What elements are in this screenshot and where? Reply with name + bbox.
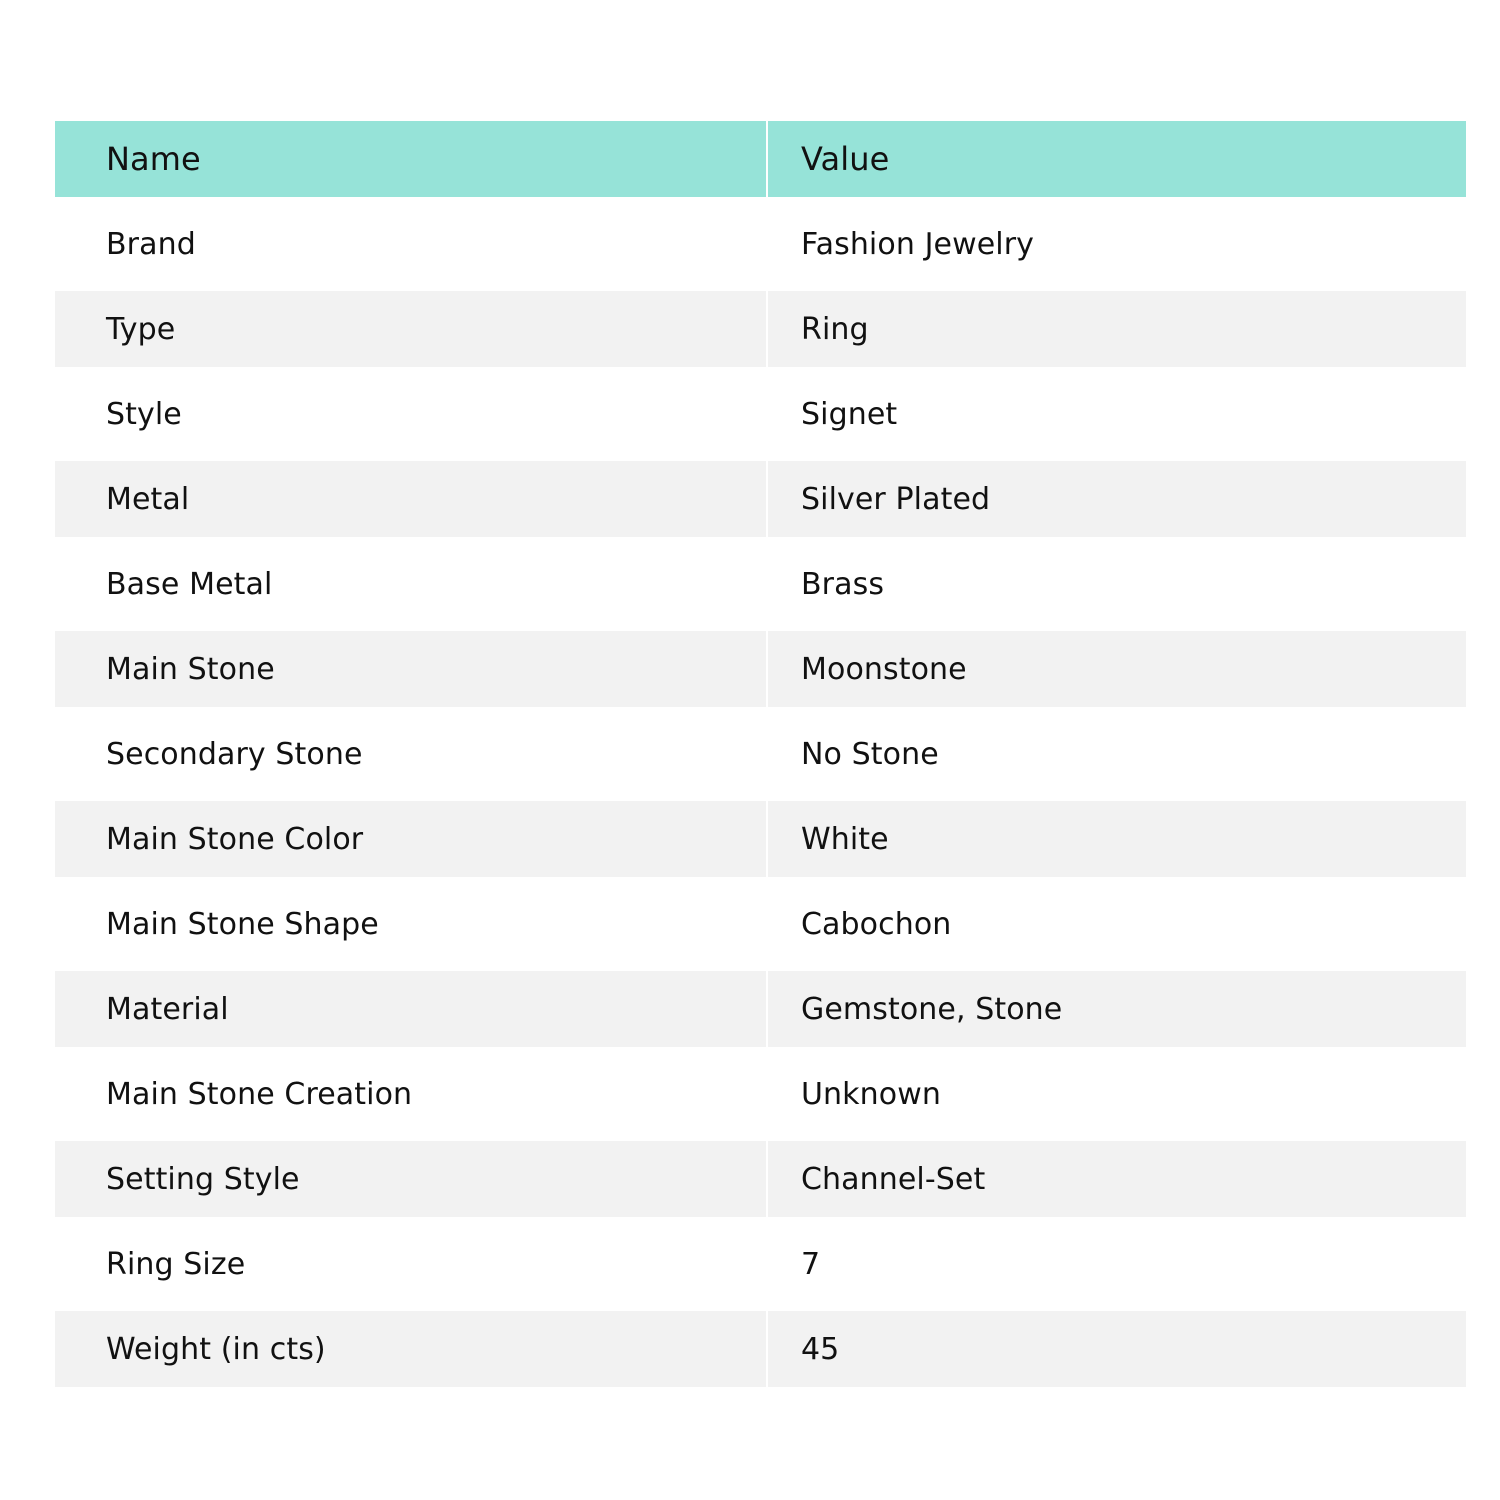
row-value-cell: Ring	[768, 291, 1466, 367]
table-row	[55, 282, 1466, 367]
row-name-cell: Secondary Stone	[55, 716, 766, 792]
table-body	[55, 197, 1466, 1387]
table-row	[55, 197, 1466, 282]
table-row	[55, 622, 1466, 707]
row-value-cell: Fashion Jewelry	[768, 206, 1466, 282]
spec-table	[55, 121, 1466, 1387]
table-row	[55, 452, 1466, 537]
row-name-cell: Main Stone	[55, 631, 766, 707]
table-row	[55, 877, 1466, 962]
header-value: Value	[768, 121, 1466, 197]
table-row	[55, 1047, 1466, 1132]
row-value-cell: No Stone	[768, 716, 1466, 792]
row-value-cell: Gemstone, Stone	[768, 971, 1466, 1047]
table-row	[55, 367, 1466, 452]
header-name: Name	[55, 121, 766, 197]
row-value-cell: 45	[768, 1311, 1466, 1387]
row-value-cell: Unknown	[768, 1056, 1466, 1132]
row-name-cell: Style	[55, 376, 766, 452]
row-name-cell: Material	[55, 971, 766, 1047]
row-value-cell: White	[768, 801, 1466, 877]
row-name-cell: Type	[55, 291, 766, 367]
table-header	[55, 121, 1466, 197]
row-name-cell: Weight (in cts)	[55, 1311, 766, 1387]
row-name-cell: Main Stone Creation	[55, 1056, 766, 1132]
row-name-cell: Brand	[55, 206, 766, 282]
row-value-cell: 7	[768, 1226, 1466, 1302]
row-value-cell: Cabochon	[768, 886, 1466, 962]
row-name-cell: Metal	[55, 461, 766, 537]
table-row	[55, 792, 1466, 877]
table-row	[55, 537, 1466, 622]
row-value-cell: Channel-Set	[768, 1141, 1466, 1217]
row-value-cell: Brass	[768, 546, 1466, 622]
row-name-cell: Ring Size	[55, 1226, 766, 1302]
row-name-cell: Setting Style	[55, 1141, 766, 1217]
table-row	[55, 1302, 1466, 1387]
table-row	[55, 1217, 1466, 1302]
table-row	[55, 1132, 1466, 1217]
row-name-cell: Main Stone Color	[55, 801, 766, 877]
row-value-cell: Signet	[768, 376, 1466, 452]
table-row	[55, 707, 1466, 792]
table-row	[55, 962, 1466, 1047]
row-value-cell: Moonstone	[768, 631, 1466, 707]
row-name-cell: Main Stone Shape	[55, 886, 766, 962]
row-name-cell: Base Metal	[55, 546, 766, 622]
row-value-cell: Silver Plated	[768, 461, 1466, 537]
